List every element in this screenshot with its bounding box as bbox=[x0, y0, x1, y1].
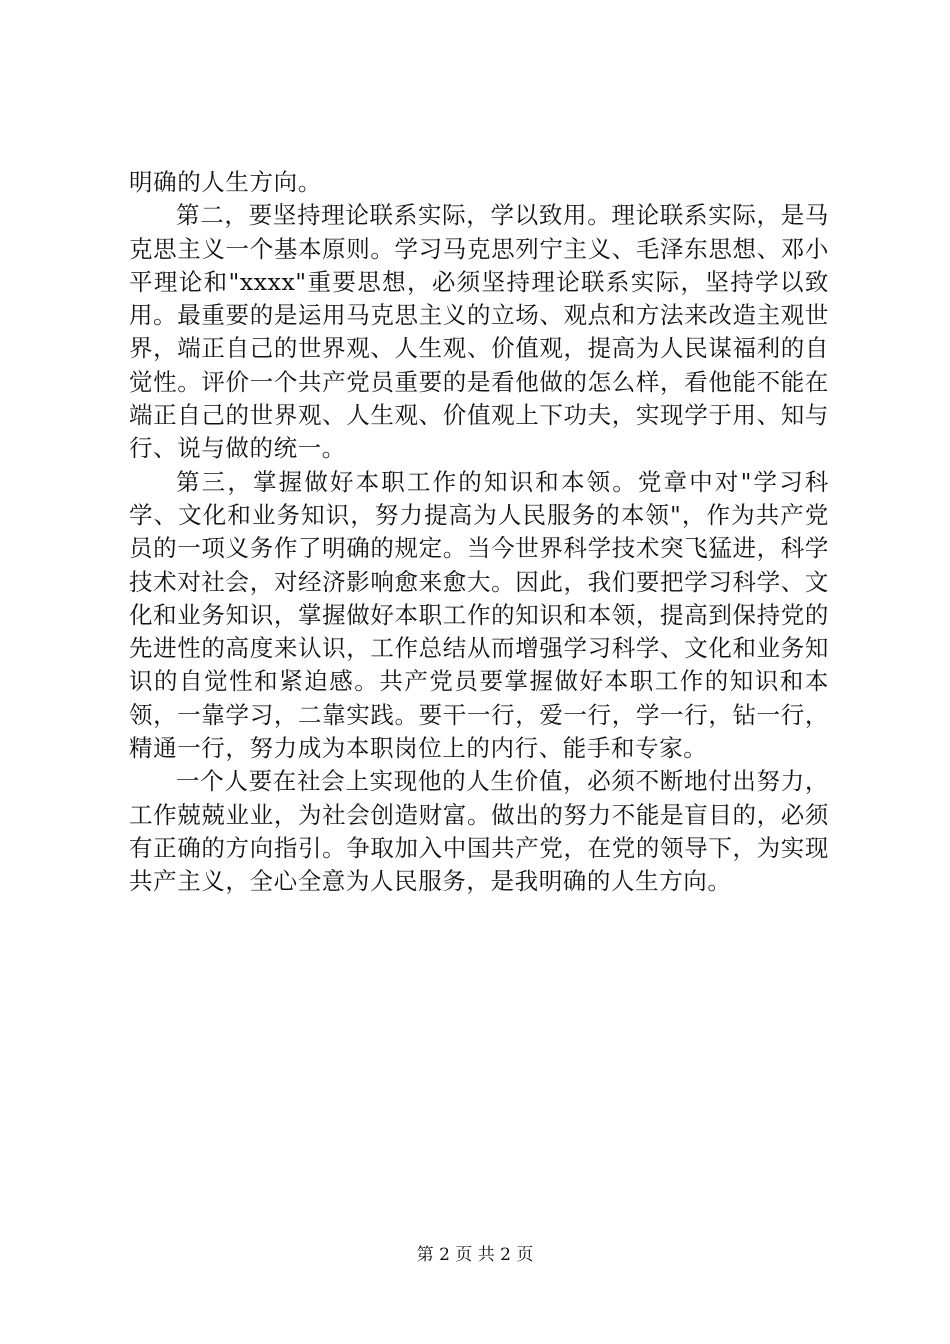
page-footer: 第 2 页 共 2 页 bbox=[416, 1245, 534, 1265]
paragraph-1: 明确的人生方向。 bbox=[129, 168, 322, 196]
paragraph-2: 第二，要坚持理论联系实际，学以致用。理论联系实际，是马克思主义一个基本原则。学习马克思列宁主义、毛泽东思想、邓小平理论和"xxxx"重要思想，必须坚持理论联系实际，坚持学以致用。最重要的是运用马克思主义的立场、观点和方法来改造主观世界，端正自己的世界观、人生观、价值观，提高为人民谋福利的自觉性。评价一个共产党员重要的是看他做的怎么样，看他能不能在端正自己的世界观、人生观、价值观上下功夫，实现学于用、知与行、说与做的统一。 bbox=[129, 201, 829, 463]
paragraph-3: 第三，掌握做好本职工作的知识和本领。党章中对"学习科学、文化和业务知识，努力提高为人民服务的本领"，作为共产党员的一项义务作了明确的规定。当今世界科学技术突飞猛进，科学技术对社会，对经济影响愈来愈大。因此，我们要把学习科学、文化和业务知识，掌握做好本职工作的知识和本领，提高到保持党的先进性的高度来认识，工作总结从而增强学习科学、文化和业务知识的自觉性和紧迫感。共产党员要掌握做好本职工作的知识和本领，一靠学习，二靠实践。要干一行，爱一行，学一行，钻一行，精通一行，努力成为本职岗位上的内行、能手和专家。 bbox=[129, 467, 829, 763]
document-body bbox=[129, 166, 829, 899]
paragraph-4: 一个人要在社会上实现他的人生价值，必须不断地付出努力，工作兢兢业业，为社会创造财富。做出的努力不能是盲目的，必须有正确的方向指引。争取加入中国共产党，在党的领导下，为实现共产主义，全心全意为人民服务，是我明确的人生方向。 bbox=[129, 767, 829, 896]
